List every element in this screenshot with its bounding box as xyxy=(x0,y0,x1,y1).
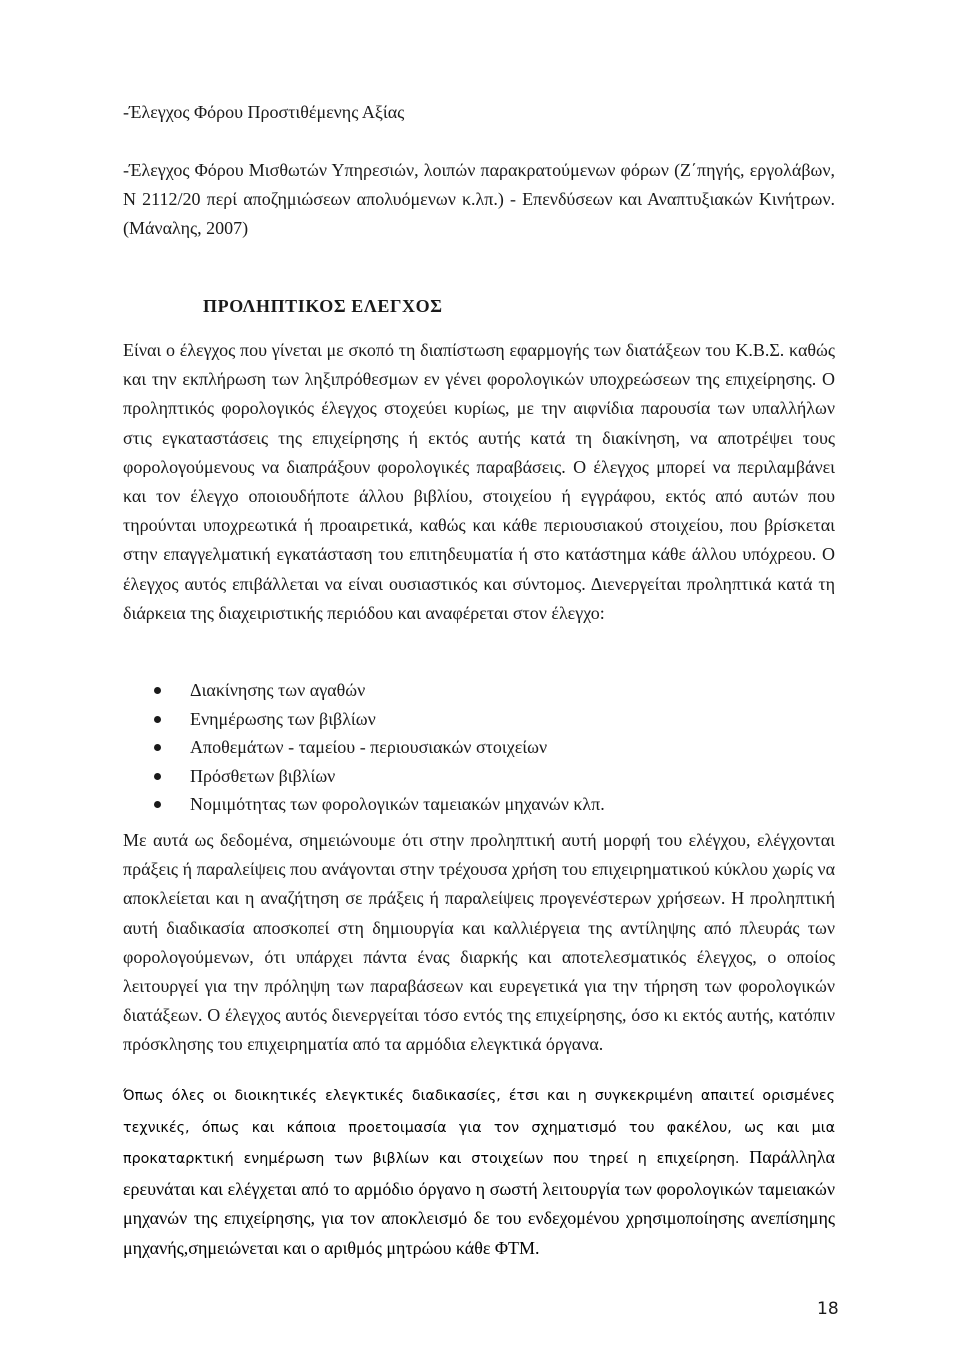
bullet-icon xyxy=(154,773,161,780)
list-item: Νομιμότητας των φορολογικών ταμειακών μηχανών κλπ. xyxy=(150,790,605,819)
paragraph-third-sans-part: Όπως όλες οι διοικητικές ελεγκτικές διαδικασίες, έτσι και η συγκεκριμένη απαιτεί ορισμένες τεχνικές, όπως και κάποια προετοιμασία για τον σχηματισμό του φακέλου, ως και μια προκαταρκτική ενημέρωση των βιβλίων και στοιχείων που τηρεί η επιχείρηση. xyxy=(123,1088,835,1168)
section-heading: ΠΡΟΛΗΠΤΙΚΟΣ ΕΛΕΓΧΟΣ xyxy=(203,296,443,316)
control-list xyxy=(150,676,605,819)
paragraph-main: Είναι ο έλεγχος που γίνεται με σκοπό τη διαπίστωση εφαρμογής των διατάξεων του Κ.Β.Σ. καθώς και την εκπλήρωση των ληξιπρόθεσμων εν γένει φορολογικών υποχρεώσεων της επιχείρησης. Ο προληπτικός φορολογικός έλεγχος στοχεύει κυρίως, με την αιφνίδια παρουσία των υπαλλήλων στις εγκαταστάσεις της επιχείρησης ή εκτός αυτής κατά τη διακίνηση, να αποτρέψει τους φορολογούμενους να διαπράξουν φορολογικές παραβάσεις. Ο έλεγχος μπορεί να περιλαμβάνει και τον έλεγχο οποιουδήποτε άλλου βιβλίου, στοιχείου ή εγγράφου, εκτός από αυτών που τηρούνται υποχρεωτικά ή προαιρετικά, καθώς και κάθε περιουσιακού στοιχείου, που βρίσκεται στην επαγγελματική εγκατάσταση του επιτηδευματία ή στο κατάστημα κάθε άλλου υπόχρεου. Ο έλεγχος αυτός επιβάλλεται να είναι ουσιαστικός και σύντομος. Διενεργείται προληπτικά κατά τη διάρκεια της διαχειριστικής περιόδου και αναφέρεται στον έλεγχο: xyxy=(123,340,835,623)
paragraph-second: Με αυτά ως δεδομένα, σημειώνουμε ότι στην προληπτική αυτή μορφή του ελέγχου, ελέγχονται πράξεις ή παραλείψεις που ανάγονται στην τρέχουσα χρήση του επιχειρηματικού κύκλου χωρίς να αποκλείεται και η αναζήτηση σε πράξεις ή παραλείψεις προγενέστερων χρήσεων. Η προληπτική αυτή διαδικασία αποσκοπεί στη δημιουργία και καλλιέργεια της αντίληψης από πλευράς των φορολογούμενων, ότι υπάρχει πάντα ένας διαρκής και αποτελεσματικός έλεγχος, ο οποίος λειτουργεί για την πρόληψη των παραβάσεων και ευρεγετικά για την τήρηση των φορολογικών διατάξεων. Ο έλεγχος αυτός διενεργείται τόσο εντός της επιχείρησης, όσο κι εκτός αυτής, κατόπιν πρόσκλησης του επιχειρηματία από τα αρμόδια ελεγκτικά όργανα. xyxy=(123,830,835,1055)
bullet-icon xyxy=(154,744,161,751)
bullet-icon xyxy=(154,801,161,808)
list-item: Αποθεμάτων - ταμείου - περιουσιακών στοιχείων xyxy=(150,733,605,762)
paragraph-third xyxy=(123,1080,835,1264)
bullet-icon xyxy=(154,687,161,694)
list-item: Ενημέρωσης των βιβλίων xyxy=(150,705,605,734)
paragraph-third-serif-part: Παράλληλα ερευνάται και ελέγχεται από το αρμόδιο όργανο η σωστή λειτουργία των φορολογικών ταμειακών μηχανών της επιχείρησης, για τον αποκλεισμό δε του ενδεχομένου χρησιμοποίησης ανεπίσημης μηχανής,σημειώνεται και ο αριθμός μητρώου κάθε ΦΤΜ. xyxy=(123,1147,835,1258)
list-item: Διακίνησης των αγαθών xyxy=(150,676,605,705)
tax-bullet-vat: -Έλεγχος Φόρου Προστιθέμενης Αξίας xyxy=(123,102,405,122)
tax-bullet-payroll: -Έλεγχος Φόρου Μισθωτών Υπηρεσιών, λοιπών παρακρατούμενων φόρων (Ζ΄πηγής, εργολάβων, Ν 2112/20 περί αποζημιώσεων απολυόμενων κ.λπ.) - Επενδύσεων και Αναπτυξιακών Κινήτρων.(Μάναλης, 2007) xyxy=(123,160,835,239)
bullet-icon xyxy=(154,716,161,723)
list-item: Πρόσθετων βιβλίων xyxy=(150,762,605,791)
page-number: 18 xyxy=(817,1299,839,1319)
